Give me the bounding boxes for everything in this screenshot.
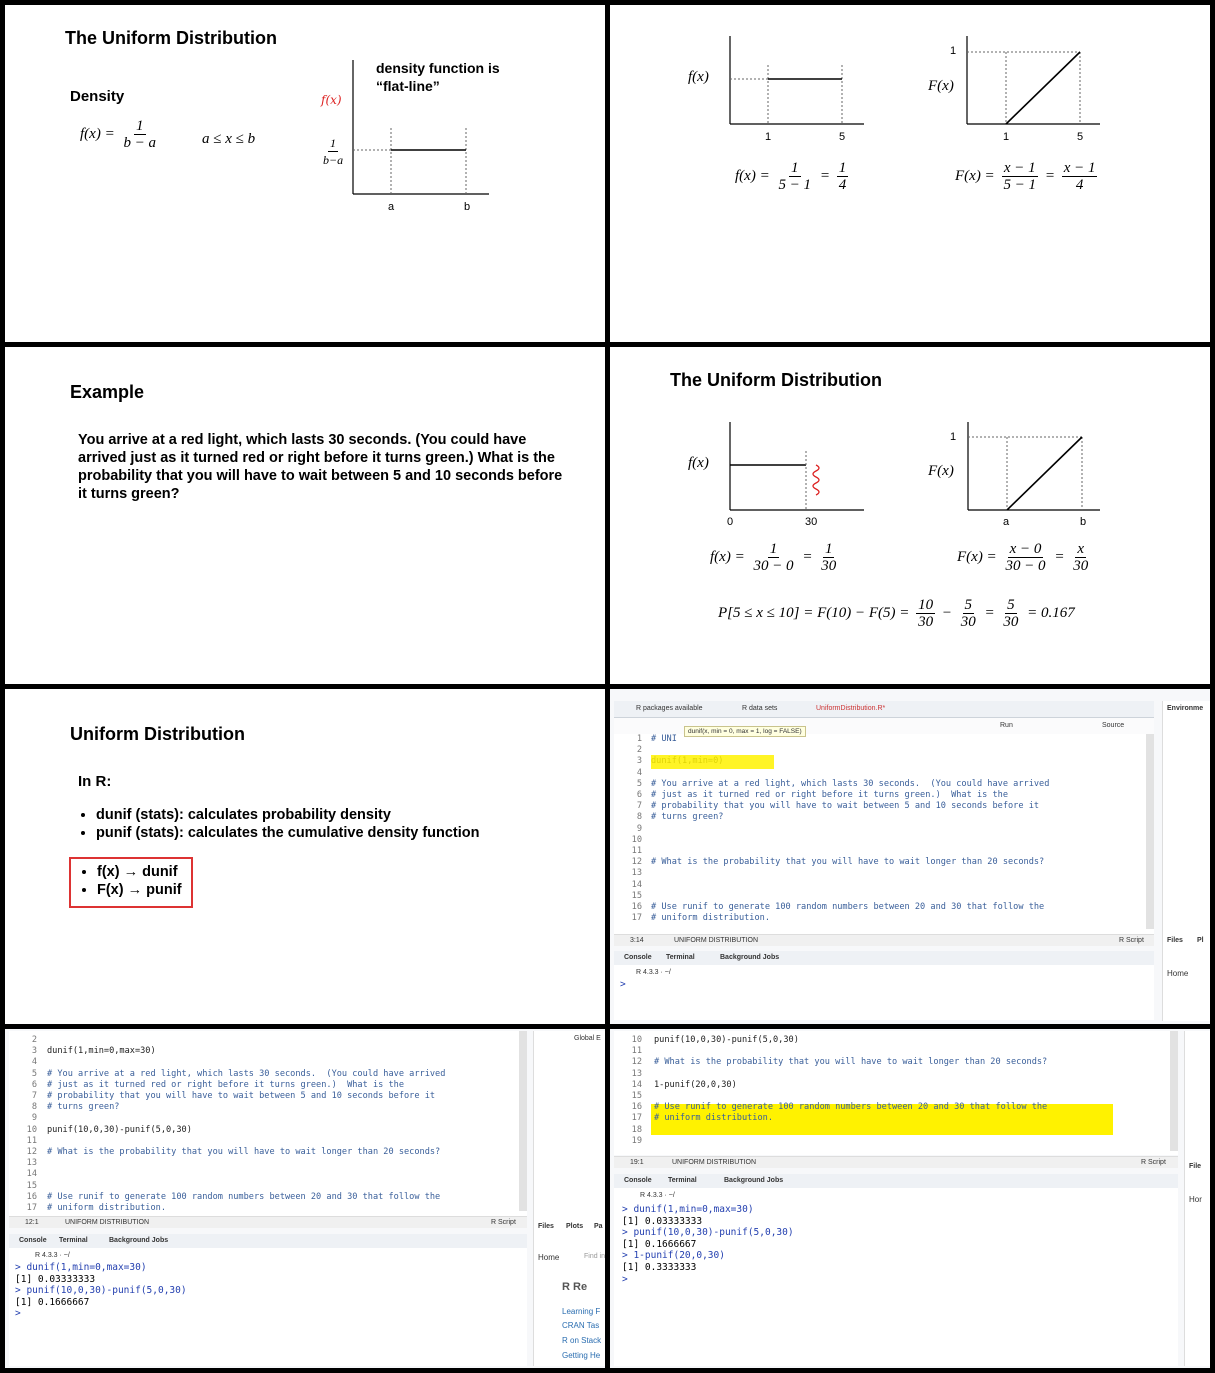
code-line bbox=[47, 1180, 522, 1191]
slide-title: The Uniform Distribution bbox=[670, 370, 882, 390]
line-number: 14 bbox=[26, 1169, 37, 1180]
code-line bbox=[654, 1091, 1174, 1102]
tab-background-jobs[interactable]: Background Jobs bbox=[724, 1177, 784, 1184]
line-number: 19 bbox=[631, 1135, 642, 1146]
files-tab[interactable]: File bbox=[1189, 1163, 1202, 1170]
cdf-x-tick-1: 1 bbox=[1003, 131, 1010, 143]
pdf-y-label: f(x) bbox=[688, 69, 709, 85]
line-number: 14 bbox=[631, 879, 642, 890]
pdf-x-tick-1: 1 bbox=[765, 131, 772, 143]
console-line: [1] 0.1666667 bbox=[622, 1238, 697, 1250]
line-number: 2 bbox=[636, 745, 642, 756]
pdf-y-label: f(x) bbox=[688, 455, 709, 471]
console-tabbar bbox=[9, 1234, 527, 1249]
line-number: 2 bbox=[31, 1035, 37, 1045]
console[interactable] bbox=[614, 965, 1154, 1020]
cursor-position: 19:1 bbox=[630, 1159, 644, 1166]
code-line bbox=[651, 868, 1146, 879]
line-number: 13 bbox=[26, 1158, 37, 1169]
editor-scrollbar[interactable] bbox=[1146, 734, 1154, 929]
slide-pdf-cdf-example bbox=[610, 5, 1210, 342]
rstudio-window-2 bbox=[5, 1029, 605, 1368]
cdf-x-tick-a: a bbox=[1003, 516, 1010, 528]
file-type-selector[interactable]: R Script bbox=[491, 1219, 516, 1226]
section-selector[interactable]: UNIFORM DISTRIBUTION bbox=[65, 1219, 149, 1226]
line-numbers bbox=[614, 1035, 642, 1147]
list-item: • dunif (stats): calculates probability density bbox=[96, 806, 480, 824]
list-item: • punif (stats): calculates the cumulative density function bbox=[96, 824, 480, 842]
tab-console[interactable]: Console bbox=[624, 954, 652, 961]
link-stack[interactable]: R on Stack bbox=[562, 1336, 602, 1345]
r-version: R 4.3.3 · ~/ bbox=[35, 1252, 70, 1259]
editor-tabbar bbox=[614, 701, 1154, 718]
code-line bbox=[47, 1057, 522, 1068]
line-number: 8 bbox=[31, 1102, 37, 1113]
code-line bbox=[47, 1113, 522, 1124]
console-line: > 1-punif(20,0,30) bbox=[622, 1250, 725, 1262]
support-condition: a ≤ x ≤ b bbox=[202, 131, 256, 147]
probability-calculation: P[5 ≤ x ≤ 10] = F(10) − F(5) = $\frac{10}{30}$ − $\frac{5}{30}$ = $\frac{5}{30}$ = 0.167 bbox=[718, 597, 1075, 630]
tab-background-jobs[interactable]: Background Jobs bbox=[109, 1237, 169, 1244]
r-resources-heading: R Re bbox=[562, 1281, 588, 1293]
code-line bbox=[47, 1136, 522, 1147]
home-breadcrumb[interactable]: Home bbox=[1167, 969, 1189, 978]
line-number: 7 bbox=[636, 801, 642, 812]
line-number: 17 bbox=[631, 1113, 642, 1124]
console-line: > punif(10,0,30)-punif(5,0,30) bbox=[622, 1227, 794, 1239]
cursor-position: 12:1 bbox=[25, 1219, 39, 1226]
code-line bbox=[651, 824, 1146, 835]
line-number: 15 bbox=[631, 890, 642, 901]
find-input[interactable]: Find in bbox=[584, 1253, 605, 1260]
console-line: > dunif(1,min=0,max=30) bbox=[15, 1262, 147, 1273]
line-number: 8 bbox=[636, 812, 642, 823]
link-cran[interactable]: CRAN Tas bbox=[562, 1321, 600, 1330]
console-output bbox=[622, 1204, 794, 1285]
r-version: R 4.3.3 · ~/ bbox=[636, 969, 671, 976]
line-number: 10 bbox=[631, 1035, 642, 1045]
code-line bbox=[651, 891, 1146, 902]
cdf-y-label: F(x) bbox=[928, 78, 954, 94]
console-line: > bbox=[622, 1273, 628, 1285]
code-line: # just as it turned red or right before it turns green.) What is the bbox=[651, 789, 1008, 800]
pdf-x-tick-0: 0 bbox=[727, 516, 734, 528]
slide-title: The Uniform Distribution bbox=[65, 28, 277, 48]
code-line bbox=[654, 1069, 1174, 1080]
plots-tab[interactable]: Pl bbox=[1197, 937, 1204, 944]
code-line: # uniform distribution. bbox=[651, 913, 770, 923]
cdf-x-tick-b: b bbox=[1080, 516, 1087, 528]
line-number: 11 bbox=[631, 1046, 642, 1057]
line-number: 13 bbox=[631, 868, 642, 879]
cursor-position: 3:14 bbox=[630, 937, 644, 944]
code-line: # probability that you will have to wait between 5 and 10 seconds before it bbox=[651, 801, 1040, 812]
packages-tab[interactable]: Pa bbox=[594, 1223, 603, 1230]
code-line: # What is the probability that you will have to wait longer than 20 seconds? bbox=[47, 1146, 441, 1157]
files-tab[interactable]: Files bbox=[538, 1223, 554, 1230]
handwritten-fx: f(x) bbox=[321, 93, 342, 107]
pdf-x-tick-5: 5 bbox=[839, 131, 846, 143]
cdf-x-tick-5: 5 bbox=[1077, 131, 1084, 143]
plots-tab[interactable]: Plots bbox=[566, 1223, 584, 1230]
editor-statusbar bbox=[614, 934, 1154, 946]
console-line: [1] 0.1666667 bbox=[15, 1296, 90, 1308]
console-line: [1] 0.3333333 bbox=[622, 1261, 697, 1273]
code-line: 1-punif(20,0,30) bbox=[654, 1079, 737, 1090]
editor[interactable] bbox=[614, 728, 1154, 934]
editor-scrollbar[interactable] bbox=[1170, 1031, 1178, 1151]
console-tabbar bbox=[614, 951, 1154, 966]
tab-r-packages[interactable]: R packages available bbox=[636, 705, 703, 712]
line-number: 4 bbox=[636, 767, 642, 778]
code-line: # Use runif to generate 100 random numbers between 20 and 30 that follow the bbox=[654, 1102, 1048, 1113]
code-line bbox=[47, 1169, 522, 1180]
editor[interactable] bbox=[9, 1031, 527, 1216]
cdf-formula: F(x) = $\frac{x - 0}{30 - 0}$ = $\frac{x}{30}$ bbox=[957, 541, 1089, 574]
y-tick-label: $\frac{1}{b-a}$ bbox=[323, 136, 344, 167]
code-line: # Use runif to generate 100 random numbers between 20 and 30 that follow the bbox=[47, 1191, 441, 1202]
code-line bbox=[651, 768, 1146, 779]
section-selector[interactable]: UNIFORM DISTRIBUTION bbox=[674, 937, 758, 944]
console-line: > dunif(1,min=0,max=30) bbox=[622, 1204, 754, 1215]
line-number: 10 bbox=[631, 834, 642, 845]
right-pane bbox=[1162, 701, 1210, 1021]
code-line: # uniform distribution. bbox=[47, 1202, 166, 1213]
line-number: 18 bbox=[631, 1124, 642, 1135]
file-type-selector[interactable]: R Script bbox=[1141, 1159, 1166, 1166]
cdf-formula: F(x) = $\frac{x - 1}{5 - 1}$ = $\frac{x - 1}{4}$ bbox=[955, 160, 1096, 193]
console-line: [1] 0.03333333 bbox=[622, 1215, 703, 1227]
code-line bbox=[651, 835, 1146, 846]
pdf-cdf-plots bbox=[610, 5, 1210, 342]
files-tab[interactable]: Files bbox=[1167, 937, 1183, 944]
line-number: 3 bbox=[31, 1046, 37, 1057]
code-line bbox=[654, 1125, 1174, 1136]
rstudio-window-1 bbox=[610, 689, 1210, 1024]
line-number: 17 bbox=[26, 1203, 37, 1214]
tab-background-jobs[interactable]: Background Jobs bbox=[720, 954, 780, 961]
mapping-box bbox=[69, 857, 193, 908]
line-number: 15 bbox=[26, 1180, 37, 1191]
code-line: # probability that you will have to wait between 5 and 10 seconds before it bbox=[47, 1090, 436, 1101]
line-number: 10 bbox=[26, 1124, 37, 1135]
line-number: 4 bbox=[31, 1057, 37, 1068]
home-breadcrumb[interactable]: Hor bbox=[1189, 1195, 1202, 1204]
slide-uniform-density bbox=[5, 5, 605, 342]
global-env-selector[interactable]: Global E bbox=[574, 1035, 601, 1042]
editor-scrollbar[interactable] bbox=[519, 1031, 527, 1211]
line-number: 5 bbox=[636, 778, 642, 789]
line-number: 11 bbox=[631, 846, 642, 857]
line-numbers bbox=[614, 734, 642, 924]
pdf-x-tick-30: 30 bbox=[805, 516, 818, 528]
line-number: 13 bbox=[631, 1068, 642, 1079]
home-breadcrumb[interactable]: Home bbox=[538, 1253, 560, 1262]
density-label: Density bbox=[70, 88, 125, 105]
autocomplete-tooltip: dunif(x, min = 0, max = 1, log = FALSE) bbox=[684, 726, 806, 737]
code-line: # Use runif to generate 100 random numbers between 20 and 30 that follow the bbox=[651, 901, 1045, 912]
code-line: # You arrive at a red light, which lasts 30 seconds. (You could have arrived bbox=[47, 1068, 446, 1079]
line-number: 1 bbox=[636, 734, 642, 744]
line-numbers bbox=[9, 1035, 37, 1214]
flat-line-annotation: density function is “flat-line” bbox=[376, 60, 500, 94]
tab-uniform-script[interactable]: UniformDistribution.R* bbox=[816, 705, 886, 712]
slide-title: Uniform Distribution bbox=[70, 724, 245, 744]
console-output bbox=[15, 1262, 187, 1320]
cdf-y-tick: 1 bbox=[950, 45, 957, 57]
line-number: 15 bbox=[631, 1091, 642, 1102]
line-number: 9 bbox=[636, 823, 642, 834]
right-pane bbox=[1184, 1031, 1210, 1366]
section-selector[interactable]: UNIFORM DISTRIBUTION bbox=[672, 1159, 756, 1166]
line-number: 5 bbox=[31, 1068, 37, 1079]
code-line bbox=[47, 1158, 522, 1169]
code-line: # uniform distribution. bbox=[654, 1113, 773, 1124]
line-number: 11 bbox=[26, 1135, 37, 1146]
console-line: > punif(10,0,30)-punif(5,0,30) bbox=[15, 1285, 187, 1297]
slide-red-light-solution bbox=[610, 347, 1210, 684]
code-line: # You arrive at a red light, which lasts 30 seconds. (You could have arrived bbox=[651, 778, 1050, 789]
tab-terminal[interactable]: Terminal bbox=[59, 1237, 88, 1244]
code-line bbox=[654, 1046, 1174, 1057]
right-pane bbox=[533, 1031, 605, 1366]
line-number: 16 bbox=[631, 1102, 642, 1113]
code-line bbox=[651, 846, 1146, 857]
console[interactable] bbox=[614, 1188, 1178, 1366]
editor-statusbar bbox=[614, 1156, 1178, 1168]
tab-terminal[interactable]: Terminal bbox=[666, 954, 695, 961]
tab-r-datasets[interactable]: R data sets bbox=[742, 705, 778, 712]
code-lines bbox=[654, 1035, 1174, 1147]
function-list bbox=[78, 806, 480, 842]
editor-statusbar bbox=[9, 1216, 527, 1228]
code-line: # What is the probability that you will have to wait longer than 20 seconds? bbox=[654, 1057, 1048, 1068]
slide-example bbox=[5, 347, 605, 684]
x-tick-a: a bbox=[388, 201, 395, 213]
console[interactable] bbox=[9, 1248, 527, 1366]
density-plot bbox=[5, 5, 605, 342]
cdf-y-tick: 1 bbox=[950, 431, 957, 443]
code-line: # turns green? bbox=[47, 1102, 120, 1113]
list-item: • f(x) → dunif bbox=[97, 863, 191, 881]
code-line: # What is the probability that you will have to wait longer than 20 seconds? bbox=[651, 857, 1045, 868]
slide-uniform-in-r bbox=[5, 689, 605, 1024]
line-number: 12 bbox=[26, 1147, 37, 1158]
file-type-selector[interactable]: R Script bbox=[1119, 937, 1144, 944]
line-number: 17 bbox=[631, 913, 642, 924]
list-item: • F(x) → punif bbox=[97, 881, 191, 899]
code-line: dunif(1,min=0,max=30) bbox=[47, 1046, 156, 1057]
tab-terminal[interactable]: Terminal bbox=[668, 1177, 697, 1184]
in-r-label: In R: bbox=[78, 773, 112, 790]
line-number: 16 bbox=[631, 902, 642, 913]
pdf-formula: f(x) = $\frac{1}{5 - 1}$ = $\frac{1}{4}$ bbox=[735, 160, 847, 193]
line-number: 14 bbox=[631, 1079, 642, 1090]
density-formula: f(x) = $\frac{1}{b - a}$ bbox=[80, 118, 157, 151]
line-number: 6 bbox=[636, 790, 642, 801]
rstudio-window-3 bbox=[610, 1029, 1210, 1368]
code-line: punif(10,0,30)-punif(5,0,30) bbox=[47, 1124, 192, 1135]
line-number: 9 bbox=[31, 1113, 37, 1124]
cdf-y-label: F(x) bbox=[928, 463, 954, 479]
run-button[interactable]: Run bbox=[1000, 722, 1013, 729]
source-button[interactable]: Source bbox=[1102, 722, 1125, 729]
line-number: 16 bbox=[26, 1191, 37, 1202]
highlight-current-line bbox=[651, 755, 774, 769]
tab-console[interactable]: Console bbox=[624, 1177, 652, 1184]
line-number: 6 bbox=[31, 1079, 37, 1090]
console-line: [1] 0.03333333 bbox=[15, 1273, 96, 1285]
pdf-formula: f(x) = $\frac{1}{30 - 0}$ = $\frac{1}{30}$ bbox=[710, 541, 837, 574]
console-line: > bbox=[15, 1308, 21, 1320]
code-line: punif(10,0,30)-punif(5,0,30) bbox=[654, 1035, 799, 1045]
line-number: 12 bbox=[631, 1057, 642, 1068]
editor[interactable] bbox=[614, 1031, 1178, 1155]
x-tick-b: b bbox=[464, 201, 471, 213]
console-prompt: > bbox=[620, 979, 626, 990]
line-number: 12 bbox=[631, 857, 642, 868]
link-learning[interactable]: Learning F bbox=[562, 1307, 601, 1316]
line-number: 3 bbox=[636, 756, 642, 767]
code-line: # just as it turned red or right before it turns green.) What is the bbox=[47, 1079, 404, 1090]
slide-title: Example bbox=[70, 382, 145, 402]
line-number: 7 bbox=[31, 1091, 37, 1102]
code-line bbox=[47, 1035, 522, 1046]
tab-console[interactable]: Console bbox=[19, 1237, 47, 1244]
console-tabbar bbox=[614, 1174, 1178, 1189]
example-problem-text: You arrive at a red light, which lasts 30 seconds. (You could have arrived just as it turned red or right before it turns green.) What is the probability that you will have to wait between 5 and 10 seconds before it turns green? bbox=[78, 432, 563, 502]
code-lines bbox=[47, 1035, 522, 1214]
code-line bbox=[651, 879, 1146, 890]
link-getting-help[interactable]: Getting He bbox=[562, 1351, 601, 1360]
r-version: R 4.3.3 · ~/ bbox=[640, 1192, 675, 1199]
code-line bbox=[654, 1136, 1174, 1147]
pdf-cdf-plots bbox=[610, 347, 1210, 684]
code-line: # turns green? bbox=[651, 812, 724, 823]
environment-tab[interactable]: Environme bbox=[1167, 705, 1204, 712]
code-line: # UNI bbox=[651, 734, 677, 744]
